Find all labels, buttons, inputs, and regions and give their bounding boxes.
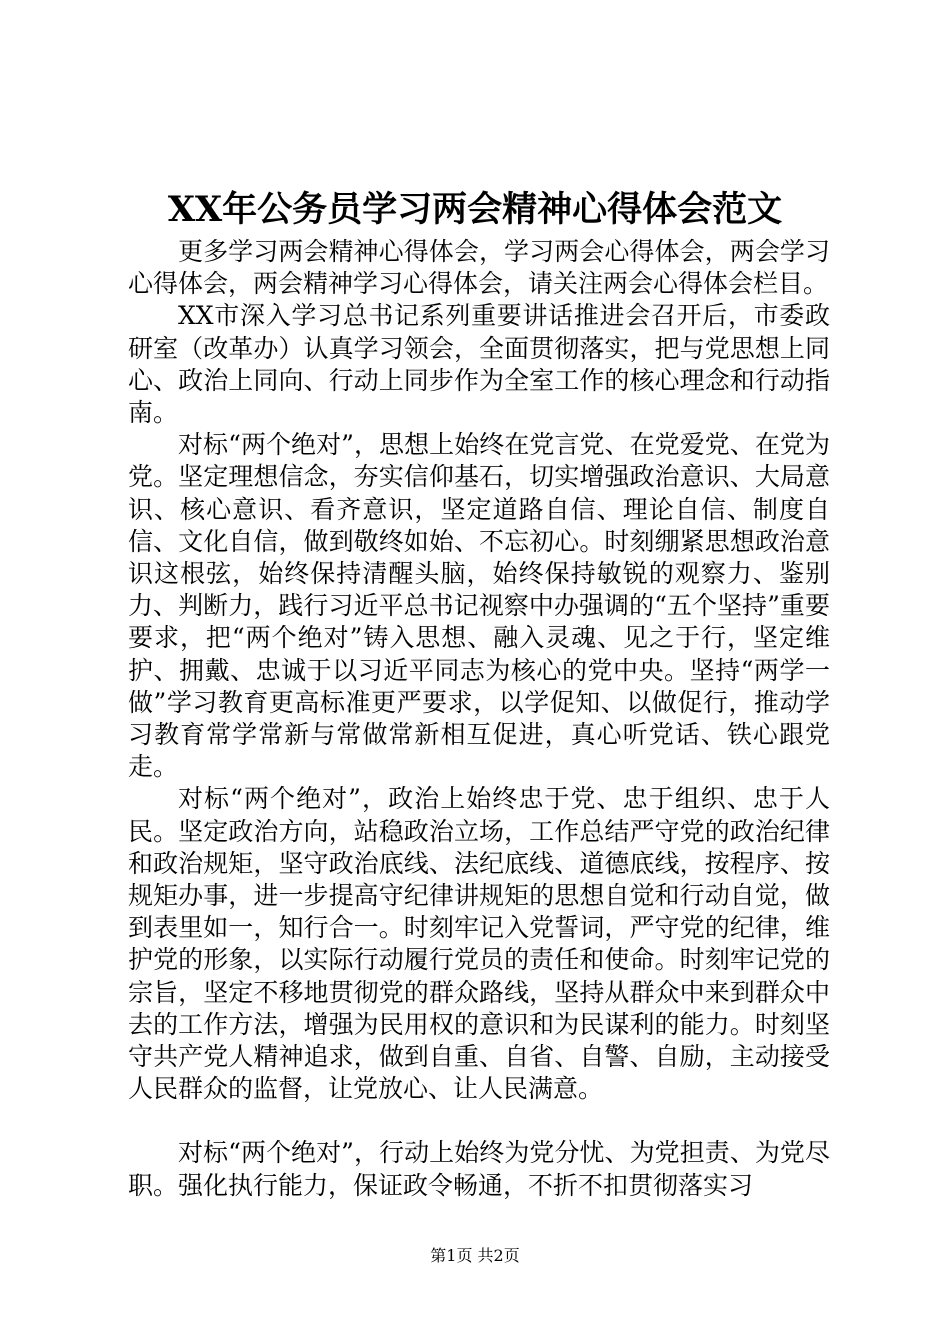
document-body — [128, 236, 830, 1202]
paragraph-intro: 更多学习两会精神心得体会，学习两会心得体会，两会学习心得体会，两会精神学习心得体会，请关注两会心得体会栏目。 — [128, 237, 830, 299]
document-title: XX年公务员学习两会精神心得体会范文 — [167, 189, 783, 230]
paragraph-background: XX市深入学习总书记系列重要讲话推进会召开后，市委政研室（改革办）认真学习领会，全面贯彻落实，把与党思想上同心、政治上同向、行动上同步作为全室工作的核心理念和行动指南。 — [128, 301, 830, 428]
page-number: 第1页 共2页 — [430, 1246, 520, 1265]
paragraph-action: 对标“两个绝对”，行动上始终为党分忧、为党担责、为党尽职。强化执行能力，保证政令畅通，不折不扣贯彻落实习 — [128, 1138, 830, 1200]
paragraph-politics: 对标“两个绝对”，政治上始终忠于党、忠于组织、忠于人民。坚定政治方向，站稳政治立场，工作总结严守党的政治纪律和政治规矩，坚守政治底线、法纪底线、道德底线，按程序、按规矩办事，进一步提高守纪律讲规矩的思想自觉和行动自觉，做到表里如一，知行合一。时刻牢记入党誓词，严守党的纪律，维护党的形象，以实际行动履行党员的责任和使命。时刻牢记党的宗旨，坚定不移地贯彻党的群众路线，坚持从群众中来到群众中去的工作方法，增强为民用权的意识和为民谋利的能力。时刻坚守共产党人精神追求，做到自重、自省、自警、自励，主动接受人民群众的监督，让党放心、让人民满意。 — [128, 784, 830, 1104]
paragraph-thought: 对标“两个绝对”，思想上始终在党言党、在党爱党、在党为党。坚定理想信念，夯实信仰基石，切实增强政治意识、大局意识、核心意识、看齐意识，坚定道路自信、理论自信、制度自信、文化自信，做到敬终如始、不忘初心。时刻绷紧思想政治意识这根弦，始终保持清醒头脑，始终保持敏锐的观察力、鉴别力、判断力，践行习近平总书记视察中办强调的“五个坚持”重要要求，把“两个绝对”铸入思想、融入灵魂、见之于行，坚定维护、拥戴、忠诚于以习近平同志为核心的党中央。坚持“两学一做”学习教育更高标准更严要求，以学促知、以做促行，推动学习教育常学常新与常做常新相互促进，真心听党话、铁心跟党走。 — [128, 430, 830, 782]
